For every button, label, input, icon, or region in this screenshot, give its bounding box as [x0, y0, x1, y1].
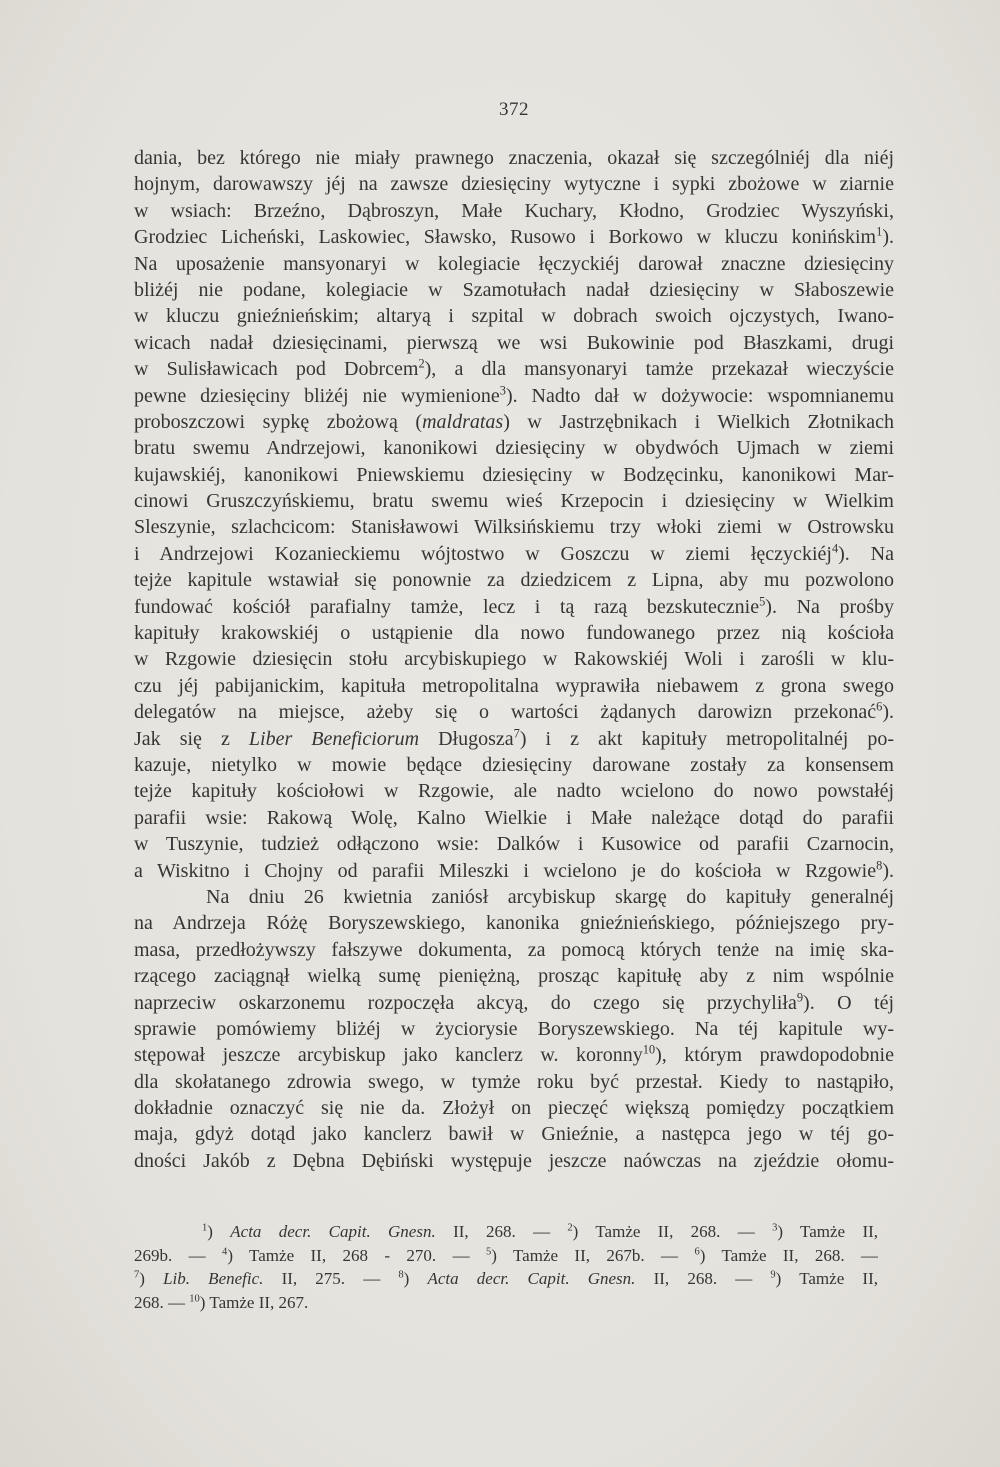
text-line	[134, 462, 894, 488]
line-text: dności Jakób z Dębna Dębiński występuje jeszcze naówczas na zjeździe ołomu-	[134, 1149, 894, 1172]
line-text: kapituły krakowskiéj o ustąpienie dla nowo fundowanego przez nią kościoła	[134, 622, 894, 645]
line-text: ) Tamże II, 268. —	[699, 1245, 878, 1265]
line-text: )	[207, 1222, 231, 1241]
line-text: w Sulisławicach pod Dobrcem	[134, 358, 419, 381]
footnote-marker: 10	[189, 1293, 200, 1305]
line-text: w Tuszynie, tudzież odłączono wsie: Dalków i Kusowice od parafii Czarnocin,	[134, 833, 894, 856]
line-text: ).	[882, 701, 894, 724]
line-text: czu jéj pabijanickim, kapituła metropolitalna wyprawiła niebawem z grona swego	[134, 674, 894, 697]
text-line	[134, 330, 894, 356]
line-text: a Wiskitno i Chojny od parafii Mileszki i wcielono je do kościoła w Rzgowie	[134, 859, 877, 882]
line-text: dania, bez którego nie miały prawnego znaczenia, okazał się szczególniéj dla niéj	[134, 147, 894, 169]
text-line	[134, 171, 894, 197]
line-text: maja, gdyż dotąd jako kanclerz bawił w Gnieźnie, a następca jego w téj go-	[134, 1123, 894, 1146]
text-line	[134, 858, 894, 884]
line-text: 269b. —	[134, 1245, 223, 1265]
footnote-line	[134, 1267, 878, 1291]
line-text: ). Na prośby	[765, 595, 894, 618]
line-text: fundować kościół parafialny tamże, lecz i tą razą bezskutecznie	[134, 595, 760, 618]
line-text: Jak się z	[134, 727, 249, 750]
line-text: ) Tamże II,	[775, 1269, 878, 1289]
footnote-marker: 1	[202, 1222, 208, 1234]
text-line	[134, 277, 894, 303]
text-line	[134, 1042, 894, 1068]
text-line	[134, 1148, 894, 1174]
footnote-marker: 1	[876, 224, 883, 239]
text-line	[134, 1095, 894, 1121]
line-text: delegatów na miejsce, ażeby się o wartości żądanych darowizn przekonać	[134, 701, 877, 724]
text-line	[134, 778, 894, 804]
footnote-marker: 10	[642, 1042, 656, 1057]
line-text: bliżéj nie podane, kolegiacie w Szamotułach nadał dziesięciny w Słaboszewie	[134, 278, 894, 301]
footnote-marker: 9	[770, 1269, 776, 1281]
line-text: naprzeciw oskarzonemu rozpoczęła akcyą, do czego się przychyliła	[134, 991, 797, 1014]
text-line	[134, 198, 894, 224]
footnote-marker: 7	[513, 725, 520, 740]
line-text: wicach nadał dziesięcinami, pierwszą we wsi Bukowinie pod Błaszkami, drugi	[134, 331, 894, 354]
text-line	[134, 805, 894, 831]
line-text: ) w Jastrzębnikach i Wielkich Złotnikach	[503, 410, 894, 433]
line-text: proboszczowi sypkę zbożową (	[134, 410, 423, 433]
line-text: ) Tamże II,	[777, 1222, 878, 1241]
line-text: II, 268. —	[435, 1222, 568, 1241]
footnote-marker: 6	[694, 1246, 700, 1258]
text-line	[134, 514, 894, 540]
line-text: rzącego zaciągnął wielką sumę pieniężną, prosząc kapitułę aby z nim wspólnie	[134, 965, 894, 988]
body-text	[134, 145, 894, 1174]
text-line	[134, 620, 894, 646]
line-text: ) Tamże II, 267b. —	[491, 1245, 695, 1265]
text-line	[134, 646, 894, 672]
line-text: II, 268. —	[635, 1269, 771, 1289]
line-text: tejże kapitule wstawiał się ponownie za dziedzicem z Lipna, aby mu pozwolono	[134, 569, 894, 592]
line-text: ). O téj	[803, 991, 894, 1014]
text-line	[134, 963, 894, 989]
text-line	[134, 356, 894, 382]
footnote-marker: 6	[876, 699, 883, 714]
line-text: ) Tamże II, 268 - 270. —	[227, 1245, 486, 1265]
footnotes	[134, 1220, 878, 1315]
text-line	[134, 726, 894, 752]
line-text: ).	[882, 226, 894, 249]
line-text: dla skołatanego zdrowia swego, w tymże roku być przestał. Kiedy to nastąpiło,	[134, 1070, 894, 1093]
footnote-marker: 9	[796, 989, 804, 1004]
text-line	[134, 567, 894, 593]
footnote-line	[134, 1220, 878, 1244]
footnote-marker: 8	[398, 1269, 404, 1281]
italic-text: Acta decr. Capit. Gnesn.	[230, 1222, 436, 1241]
line-text: Na uposażenie mansyonaryi w kolegiacie łęczyckiéj darował znaczne dziesięciny	[134, 252, 894, 275]
text-line	[134, 1016, 894, 1042]
line-text: Sleszynie, szlachcicom: Stanisławowi Wilksińskiemu trzy włoki ziemi w Ostrowsku	[134, 516, 894, 539]
text-line	[134, 990, 894, 1016]
footnote-marker: 5	[759, 593, 766, 608]
line-text: parafii wsie: Rakową Wolę, Kalno Wielkie i Małe należące dotąd do parafii	[134, 806, 894, 829]
text-line	[134, 488, 894, 514]
text-line	[134, 673, 894, 699]
line-text: w kluczu gnieźnieńskim; altaryą i szpital w dobrach swoich ojczystych, Iwano-	[134, 305, 894, 328]
text-line	[134, 303, 894, 329]
line-text: ) i z akt kapituły metropolitalnéj po-	[519, 727, 894, 750]
line-text: masa, przedłożywszy fałszywe dokumenta, za pomocą których tenże na imię ska-	[134, 938, 894, 961]
text-line	[134, 831, 894, 857]
line-text: kujawskiéj, kanonikowi Pniewskiemu dziesięciny w Bodzęcinku, kanonikowi Mar-	[134, 463, 894, 486]
line-text: w Rzgowie dziesięcin stołu arcybiskupiego w Rakowskiéj Woli i zarośli w klu-	[134, 648, 894, 671]
line-text: ), którym prawdopodobnie	[655, 1044, 894, 1067]
line-text: cinowi Gruszczyńskiemu, bratu swemu wieś Krzepocin i dziesięciny w Wielkim	[134, 490, 894, 513]
text-line	[134, 1121, 894, 1147]
line-text: Grodziec Licheński, Laskowiec, Sławsko, Rusowo i Borkowo w kluczu konińskim	[134, 226, 877, 249]
text-line	[134, 752, 894, 778]
footnote-marker: 3	[772, 1222, 778, 1234]
footnote-marker: 4	[222, 1246, 228, 1258]
line-text: ) Tamże II, 268. —	[572, 1222, 773, 1241]
line-text: ) Tamże II, 267.	[199, 1293, 309, 1313]
text-line	[134, 699, 894, 725]
text-line	[134, 224, 894, 250]
line-text: dokładnie oznaczyć się nie da. Złożył on pieczęć większą pomiędzy początkiem	[134, 1097, 894, 1120]
line-text: kazuje, nietylko w mowie będące dziesięciny darowane zostały za konsensem	[134, 753, 894, 776]
line-text: II, 275. —	[263, 1269, 399, 1289]
footnote-marker: 3	[499, 382, 506, 397]
text-line	[134, 383, 894, 409]
line-text: bratu swemu Andrzejowi, kanonikowi dziesięciny w obydwóch Ujmach w ziemi	[134, 437, 894, 460]
page-number: 372	[499, 99, 529, 120]
line-text: ), a dla mansyonaryi tamże przekazał wieczyście	[424, 358, 894, 381]
text-line	[134, 145, 894, 171]
text-line	[134, 541, 894, 567]
text-line	[134, 594, 894, 620]
line-text: sprawie pomówiemy bliżéj w życiorysie Boryszewskiego. Na téj kapitule wy-	[134, 1017, 894, 1040]
text-line	[134, 910, 894, 936]
line-text: tejże kapituły kościołowi w Rzgowie, ale nadto wcielono do nowo powstałéj	[134, 780, 894, 803]
line-text: 268. —	[134, 1293, 190, 1313]
footnote-marker: 2	[567, 1222, 573, 1234]
italic-text: Liber Beneficiorum	[248, 727, 420, 750]
line-text: Na dniu 26 kwietnia zaniósł arcybiskup skargę do kapituły generalnéj	[206, 885, 894, 908]
footnote-marker: 7	[134, 1269, 140, 1281]
line-text: i Andrzejowi Kozanieckiemu wójtostwo w Goszczu w ziemi łęczyckiéj	[134, 542, 832, 565]
line-text: )	[139, 1269, 164, 1289]
line-text: w wsiach: Brzeźno, Dąbroszyn, Małe Kuchary, Kłodno, Grodziec Wyszyński,	[134, 199, 894, 222]
footnote-marker: 5	[485, 1246, 492, 1258]
text-line	[134, 251, 894, 277]
line-text: ). Nadto dał w dożywocie: wspomnianemu	[505, 384, 894, 407]
footnote-marker: 4	[831, 541, 839, 556]
text-line	[134, 884, 894, 910]
footnote-marker: 2	[418, 356, 425, 371]
text-line	[134, 1069, 894, 1095]
italic-text: Lib. Benefic.	[163, 1269, 264, 1289]
text-line	[134, 937, 894, 963]
line-text: hojnym, darowawszy jéj na zawsze dziesięciny wytyczne i sypki zbożowe w ziarnie	[134, 173, 894, 196]
text-line	[134, 409, 894, 435]
footnote-line	[134, 1244, 878, 1268]
line-text: na Andrzeja Różę Boryszewskiego, kanonika gnieźnieńskiego, późniejszego pry-	[134, 912, 894, 935]
text-line	[134, 435, 894, 461]
line-text: stępował jeszcze arcybiskup jako kanclerz w. koronny	[134, 1044, 643, 1067]
line-text: pewne dziesięciny bliżéj nie wymienione	[134, 384, 500, 407]
line-text: Długosza	[419, 727, 514, 750]
line-text: ).	[882, 859, 894, 882]
footnote-marker: 8	[876, 857, 883, 872]
line-text: )	[403, 1269, 428, 1289]
italic-text: Acta decr. Capit. Gnesn.	[427, 1269, 636, 1289]
italic-text: maldratas	[422, 410, 504, 433]
footnote-line	[134, 1291, 878, 1315]
line-text: ). Na	[838, 542, 894, 565]
